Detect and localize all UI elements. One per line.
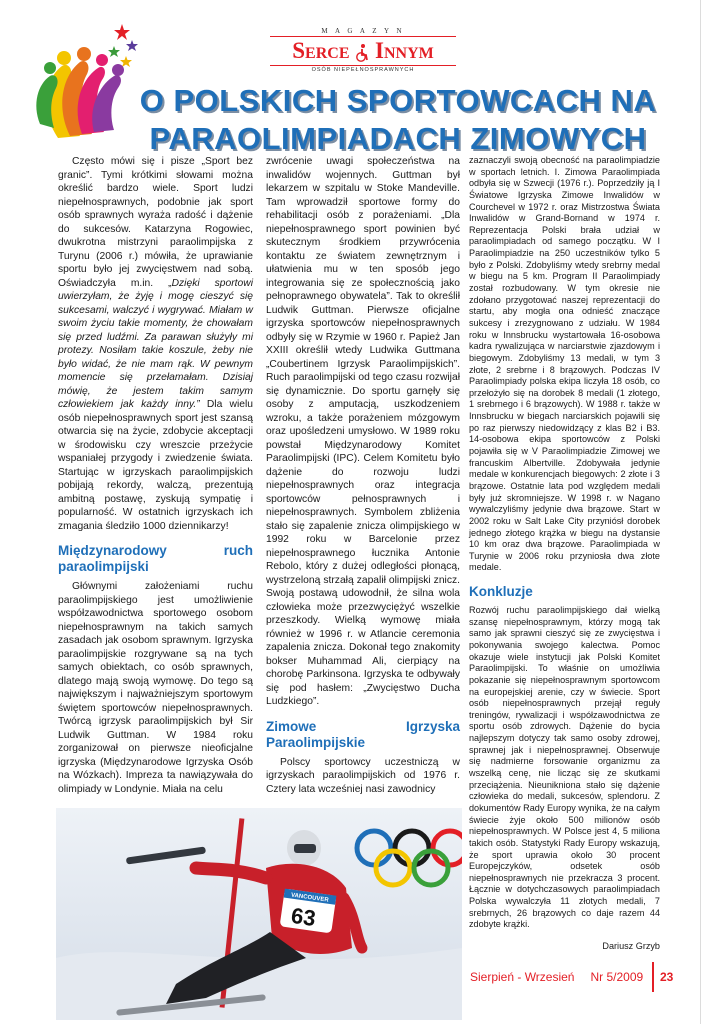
issue-info [470,970,643,984]
intro-quote: Dzięki sportowi uwierzyłam, że żyję i mogę cieszyć się sukcesami, walczyć i wygrywać. Miałam w swoim życiu takie momenty, że chowałam się przed ludźmi. Za parawan służyły mi protezy. Nosiłam takie koszule, żeby nie było widać, że nie mam rąk. W pewnym momencie się przełamałam. Dzisiaj mówię, że jestem takim samym człowiekiem jak każdy inny.” [58,277,253,410]
magazine-sublabel: OSÓB NIEPEŁNOSPRAWNYCH [311,67,415,73]
page-number: 23 [660,970,674,984]
article-column-3 [469,155,660,953]
movement-paragraph: Głównymi założeniami ruchu paraolimpijskiego jest umożliwienie współzawodnictwa sportowego osobom niepełnosprawnym na takich samych zasadach jak osobom sprawnym. Igrzyska paraolimpijskie rozgrywane są na tych samych obiektach, co osób sprawnych, dlatego mają swoją wymowę. Do tego są największym i najważniejszym sportowym świętem sportowców niepełnosprawnych. Twórcą igrzysk paraolimpijskich był Sir Ludwik Guttman. W 1984 roku zorganizował on pierwsze nieoficjalne igrzyska (Międzynarodowe Igrzyska Osób na Wózkach). Impreza ta nawiązywała do olimpiady w Londynie. Miała na celu [58,581,253,795]
section-heading-movement: Międzynarodowy ruch paraolimpijski [58,543,253,574]
footer-divider [652,962,654,992]
bib-banner-text: VANCOUVER [290,892,329,904]
brand-word-right: Innym [375,38,434,63]
conclusions-paragraph: Rozwój ruchu paraolimpijskiego dał wielką szansę niepełnosprawnym, którzy mogą tak samo jak sprawni cieszyć się ze zwycięstwa i pokonywania swojego kalectwa. Pomoc okazuje wiele instytucji jak Polski Komitet Paraolimpijski. To właśnie on umożliwia pokazanie się niepełnosprawnym sportowcom na europejskiej arenie, czy w świecie. Sport osób niepełnosprawnych przejął reguły treningów, rywalizacji i współzawodnictwa ze sportu osób zdrowych. Dążenie do bycia najlepszym dotyczy tak samo osoby zdrowej, sprawnej jak i niepełnosprawnej. Obserwuje się nadmierne forsowanie organizmu za wszelką cenę, nie licząc się ze skutkami przeciążenia. Nieunikniona stało się dążenie człowieka do medali, sukcesów, splendoru. Z dokumentów Rady Europy wynika, że na całym świecie żyje około 500 milionów osób niepełnosprawnych. W Polsce jest 4, 5 miliona takich osób. Statystyki Rady Europy wskazują, że sport uprawia około 30 procent Europejczyków, odsetek osób niepełnosprawnych nie przekracza 3 procent. Łącznie w dotychczasowych paraolimpiadach Polska wywalczyła 11 złotych medali, 7 srebrnych, 26 brązowych co daje razem 44 zdobyte krążki. [469,605,660,930]
section-heading-conclusions: Konkluzje [469,584,533,600]
magazine-masthead [270,26,456,75]
article-column-1 [58,155,253,796]
intro-text-b: Dla wielu osób niepełnosprawnych sport jest szansą otwarcia się na życie, zdobycie akceptacji w środowisku czy wreszcie przeżycie wspaniałej przygody i zwiedzenie świata. Startując w igrzyskach paraolimpijskich pobijają rekordy, walczą, prezentują ambitną postawę, zyskują sympatię i popularność. W ostatnich igrzyskach ich zmagania śledziło 1000 dziennikarzy! [58,399,253,532]
winter-games-paragraph-cont: zaznaczyli swoją obecność na paraolimpiadzie w sportach letnich. I. Zimowa Paraolimpiada odbyła się w Szwecji (1976 r.). Poprzedziły ją I Światowe Igrzyska Zimowe Inwalidów w Courchevel w 1972 r. oraz Mistrzostwa Świata Inwalidów w Grand-Bornand w 1974 r. Reprezentacja Polski brała udział w paraolimpiadach od samego początku. W I Paraolimpiadzie na 250 uczestników tylko 5 było z Polski. Zdobyliśmy wtedy srebrny medal w biegu na 5 km. Program II Paraolimpiady został rozbudowany. W tym okresie nie zdołano przygotować naszej reprezentacji do startu, aby mogła ona odnieść znaczące sukcesy i zrezygnowano z udziału. W 1984 roku w Innsbrucku wystartowała 16-osobowa kadra rywalizująca w narciarstwie zjazdowym i biegowym. Zdobyliśmy 13 medali, w tym 3 złote, 2 srebrne i 8 brązowych. Podczas IV Paraolimpiady polska ekipa liczyła 18 osób, co przełożyło się na dorobek 8 medali (1 złotego, 1 srebrnego i 6 brązowych). W 1988 r. także w Innsbrucku w biegach narciarskich pojawili się po raz pierwszy niedowidzący z klas B2 i B3. 14-osobowa ekipa sportowców z Polski pojawiła się w V Paraolimpiadzie Zimowej we francuskim Albertville. Zdobywała jedynie medale w konkurencjach biegowych: 2 złote i 3 brązowe. Ostatnie lata pod względem medali były już skromniejsze. W 1998 r. w Nagano wywalczyliśmy jedynie dwa brązowe. Start w 2002 roku w Salt Lake City przyniósł dorobek jednego złotego krążka w biegu na dystansie 10 km oraz dwa brązowe. Paraolimpiada w Turynie w 2006 roku przyniosła dwa złote medale. [469,155,660,573]
article-title-line-2: PARAOLIMPIADACH ZIMOWYCH [149,121,647,156]
article-column-2 [266,155,460,796]
section-heading-winter-games: Zimowe Igrzyska Paraolimpijskie [266,718,460,750]
bib-number: 63 [289,902,318,931]
movement-paragraph-cont: zwrócenie uwagi społeczeństwa na inwalidów wojennych. Guttman był lekarzem w szpitalu w Stoke Mandeville. Tam wprowadził sportowe formy do rehabilitacji osób z porażeniami. „Dla niepełnosprawnego sport powinien być skutecznym środkiem przywrócenia kontaktu ze światem zewnętrznym i ułatwienia mu w ten sposób jego integrowania się ze społecznością jako pełnoprawnego obywatela”. Tak to określił Ludwik Guttman. Pierwsze oficjalne igrzyska sportowców niepełnosprawnych odbyły się w Rzymie w 1960 r. Papież Jan XXIII określił wtedy Ludwika Guttmana „Coubertinem Igrzysk Paraolimpijskich”. Ruch paraolimpijski od tego czasu rozwijał się dynamicznie. Do sportu garnęły się osoby z amputacją, uszkodzeniem wzroku, a także porażeniem mózgowym oraz upośledzeni umysłowo. W 1989 roku powstał Międzynarodowy Komitet Paraolimpijski (IPC). Celem Komitetu było dążenie do rozwoju ludzi niepełnosprawnych oraz integracja sportowców pełnosprawnych i niepełnosprawnych. Symbolem zbliżenia stało się zapalenie znicza olimpijskiego w 1992 roku w Barcelonie przez niepełnosprawnego łucznika Antonie Rebolo, który z dużej odległości płonącą, wystrzeloną strzałą zapalił olimpijski znicz. Swoją postawą udowodnił, że silna wola człowieka może przezwyciężyć wszelkie przeszkody. Wielką wymowę miała również w 1996 r. w Atlancie ceremonia zapalenia znicza. Dokonał tego znakomity bokser Muhammad Ali, cierpiący na chorobę Parkinsona. Igrzyska te odbywały się pod hasłem: „Zwycięstwo Ducha Ludzkiego”. [266,156,460,707]
intro-paragraph [58,155,253,533]
article-author: Dariusz Grzyb [602,941,660,951]
issue-number: Nr 5/2009 [590,970,644,984]
article-title [118,82,678,158]
brand-word-left: Serce [292,38,350,63]
magazine-brand [270,36,456,66]
para-skier-photo [56,808,462,1020]
winter-games-paragraph: Polscy sportowcy uczestniczą w igrzyskach paraolimpijskich od 1976 r. Cztery lata wcześniej nasi zawodnicy [266,756,460,795]
star-icon [108,24,138,67]
page-edge-rule [700,0,701,1024]
wheelchair-icon [355,43,369,63]
article-title-line-1: O POLSKICH SPORTOWCACH NA [139,83,657,118]
intro-text-a: Często mówi się i pisze „Sport bez granic”. Tymi krótkimi słowami można określić bardzo wiele. Sport ludzi niepełnosprawnych, podobnie jak sport osób sprawnych wyraża radość i dążenie do sukcesów. Katarzyna Rogowiec, dwukrotna mistrzyni paraolimpijska z Turynu (2006 r.) mówiła, że uprawianie sportu było jej zwycięstwem nad sobą. Oświadczyła m.in. „ [58,156,253,289]
issue-date: Sierpień - Wrzesień [470,970,575,984]
magazine-label: M A G A Z Y N [321,27,405,35]
